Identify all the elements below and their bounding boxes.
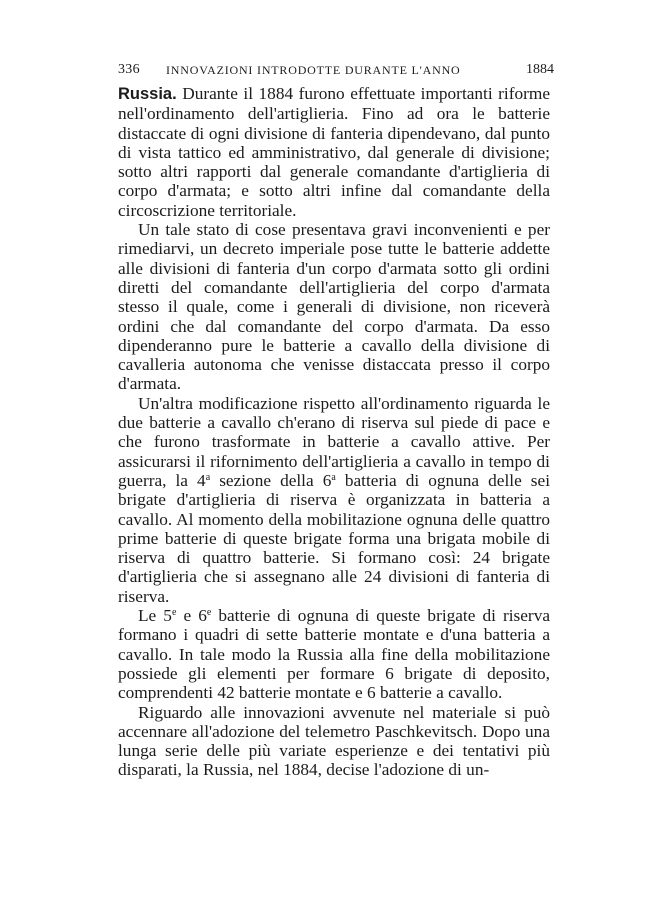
paragraph	[118, 394, 550, 606]
paragraph	[118, 606, 550, 702]
paragraph-text: sezione della 6	[210, 470, 332, 490]
paragraph-text: Durante il 1884 furono effettuate importanti riforme nell'ordinamento dell'artiglieria. Fino ad ora le batterie distaccate di ogni divisione di fanteria dipendevano, dal punto di vista tattico ed amministrativo, dal generale di divisione; sotto altri rapporti dal generale comandante d'artiglieria di corpo d'armata; e sotto altri infine dal comandante della circoscrizione territoriale.	[118, 84, 550, 220]
paragraph	[118, 220, 550, 394]
ordinal-superscript: a	[205, 471, 211, 483]
ordinal-superscript: a	[331, 471, 336, 483]
running-title: INNOVAZIONI INTRODOTTE DURANTE L'ANNO	[166, 63, 461, 77]
country-heading: Russia.	[118, 85, 177, 103]
paragraph-text: batterie di ognuna di queste brigate di riserva formano i quadri di sette batterie montate e d'una batteria a cavallo. In tale modo la Russia alla fine della mobilitazione possiede gli elementi per formare 6 brigate di deposito, comprendenti 42 batterie montate e 6 batterie a cavallo.	[118, 606, 551, 703]
body-text	[118, 84, 550, 780]
paragraph	[118, 703, 550, 780]
ordinal-superscript: e	[171, 607, 177, 619]
page-number: 336	[118, 62, 140, 77]
paragraph-russia	[118, 84, 550, 220]
running-head	[118, 62, 554, 80]
paragraph-text: e 6	[176, 606, 207, 626]
paragraph-text: Riguardo alle innovazioni avvenute nel materiale si può accennare all'adozione del telemetro Paschkevitsch. Dopo una lunga serie delle più variate esperienze e dei tentativi più disparati, la Russia, nel 1884, decise l'adozione di un-	[118, 702, 550, 780]
paragraph-text: Le 5	[138, 606, 172, 626]
running-year: 1884	[526, 62, 554, 77]
paragraph-text: Un tale stato di cose presentava gravi inconvenienti e per rimediarvi, un decreto imperiale pose tutte le batterie addette alle divisioni di fanteria d'un corpo d'armata sotto gli ordini diretti del comandante dell'artiglieria del corpo d'armata stesso il quale, come i generali di divisione, non riceverà ordini che dal comandante del corpo d'armata. Da esso dipenderanno pure le batterie a cavallo della divisione di cavalleria autonoma che venisse distaccata presso il corpo d'armata.	[118, 220, 550, 394]
paragraph-text: Un'altra modificazione rispetto all'ordinamento riguarda le due batterie a cavallo ch'erano di riserva sul piede di pace e che furono trasformate in batterie a cavallo attive. Per assicurarsi il rifornimento dell'artiglieria a cavallo in tempo di guerra, la 4	[118, 393, 550, 490]
paragraph-text: batteria di ognuna delle sei brigate d'artiglieria di riserva è organizzata in batteria a cavallo. Al momento della mobilitazione ognuna delle quattro prime batterie di queste brigate forma una brigata mobile di riserva di quattro batterie. Si formano così: 24 brigate d'artiglieria che si assegnano alle 24 divisioni di fanteria di riserva.	[118, 470, 550, 606]
ordinal-superscript: e	[206, 607, 212, 619]
